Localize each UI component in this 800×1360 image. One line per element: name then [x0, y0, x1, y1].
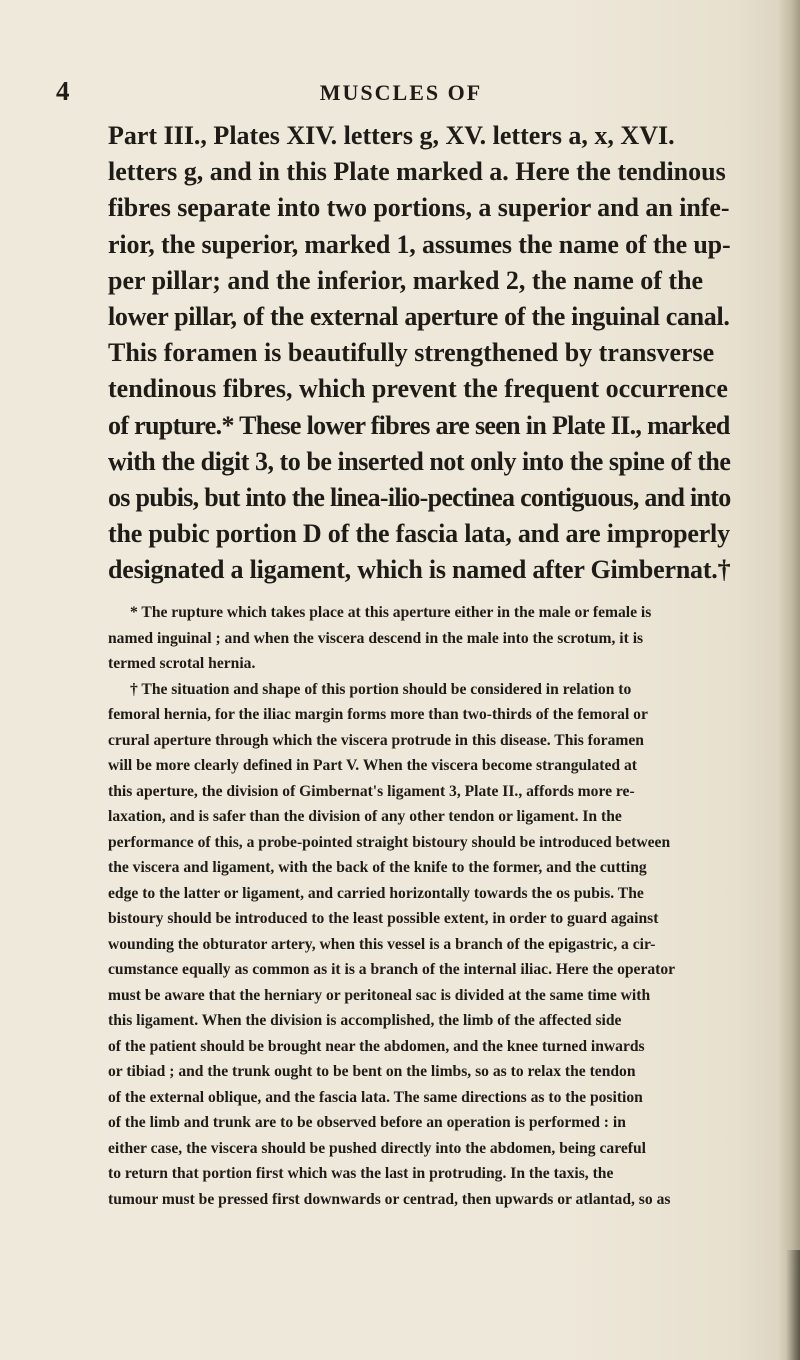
footnote-line: bistoury should be introduced to the least possible extent, in order to guard against [108, 910, 659, 927]
footnote-line: wounding the obturator artery, when this vessel is a branch of the epigastric, a cir- [108, 935, 656, 953]
footnote-line: will be more clearly defined in Part V. When the viscera become strangulated at [108, 757, 637, 774]
body-line: This foramen is beautifully strengthened by transverse [108, 338, 715, 368]
body-line: fibres separate into two portions, a superior and an infe- [108, 193, 730, 223]
footnote-line: to return that portion first which was the last in protruding. In the taxis, the [108, 1165, 614, 1182]
footnote-line: femoral hernia, for the iliac margin forms more than two-thirds of the femoral or [108, 706, 648, 723]
body-line: Part III., Plates XIV. letters g, XV. letters a, x, XVI. [108, 121, 675, 150]
footnotes [108, 600, 728, 1212]
body-line: tendinous fibres, which prevent the frequent occurrence [108, 374, 728, 404]
running-title: MUSCLES OF [319, 80, 483, 105]
page-header [56, 76, 746, 110]
page-number: 4 [56, 76, 70, 106]
body-line: the pubic portion D of the fascia lata, and are improperly [108, 519, 730, 549]
footnote-line: termed scrotal hernia. [108, 655, 256, 672]
page-edge-shadow [778, 0, 800, 1360]
footnote-line: performance of this, a probe-pointed straight bistoury should be introduced between [108, 833, 671, 851]
footnote-line: either case, the viscera should be pushed directly into the abdomen, being careful [108, 1139, 646, 1157]
footnote-line: of the external oblique, and the fascia lata. The same directions as to the position [108, 1088, 643, 1106]
page-corner-shadow [786, 1250, 800, 1360]
body-line: per pillar; and the inferior, marked 2, the name of the [108, 265, 704, 295]
body-line: with the digit 3, to be inserted not only into the spine of the [108, 446, 731, 476]
body-line: rior, the superior, marked 1, assumes the name of the up- [108, 229, 731, 259]
body-line: letters g, and in this Plate marked a. Here the tendinous [108, 157, 726, 187]
footnote-line: tumour must be pressed first downwards or centrad, then upwards or atlantad, so as [108, 1190, 671, 1208]
footnote-line: or tibiad ; and the trunk ought to be bent on the limbs, so as to relax the tendon [108, 1063, 636, 1080]
footnote-line: of the limb and trunk are to be observed before an operation is performed : in [108, 1114, 626, 1131]
body-line: designated a ligament, which is named after Gimbernat.† [108, 555, 731, 585]
body-line: of rupture.* These lower fibres are seen in Plate II., marked [108, 410, 730, 440]
footnote-line: named inguinal ; and when the viscera descend in the male into the scrotum, it is [108, 629, 644, 647]
footnote-line: crural aperture through which the viscera protrude in this disease. This foramen [108, 731, 644, 749]
footnote-line: † The situation and shape of this portion should be considered in relation to [130, 680, 632, 698]
footnote-line: must be aware that the herniary or peritoneal sac is divided at the same time with [108, 986, 651, 1004]
footnote-line: the viscera and ligament, with the back of the knife to the former, and the cutting [108, 859, 647, 876]
main-paragraph [108, 118, 730, 589]
body-line: os pubis, but into the linea-ilio-pectinea contiguous, and into [108, 483, 731, 513]
footnote-line: laxation, and is safer than the division of any other tendon or ligament. In the [108, 808, 622, 825]
footnote-line: this ligament. When the division is accomplished, the limb of the affected side [108, 1012, 622, 1029]
body-line: lower pillar, of the external aperture of the inguinal canal. [108, 302, 730, 332]
footnote-line: of the patient should be brought near the abdomen, and the knee turned inwards [108, 1037, 645, 1055]
footnote-line: * The rupture which takes place at this aperture either in the male or female is [130, 604, 652, 621]
footnote-line: this aperture, the division of Gimbernat's ligament 3, Plate II., affords more re- [108, 782, 635, 800]
footnote-line: edge to the latter or ligament, and carried horizontally towards the os pubis. The [108, 884, 644, 902]
footnote-line: cumstance equally as common as it is a branch of the internal iliac. Here the operator [108, 961, 676, 978]
